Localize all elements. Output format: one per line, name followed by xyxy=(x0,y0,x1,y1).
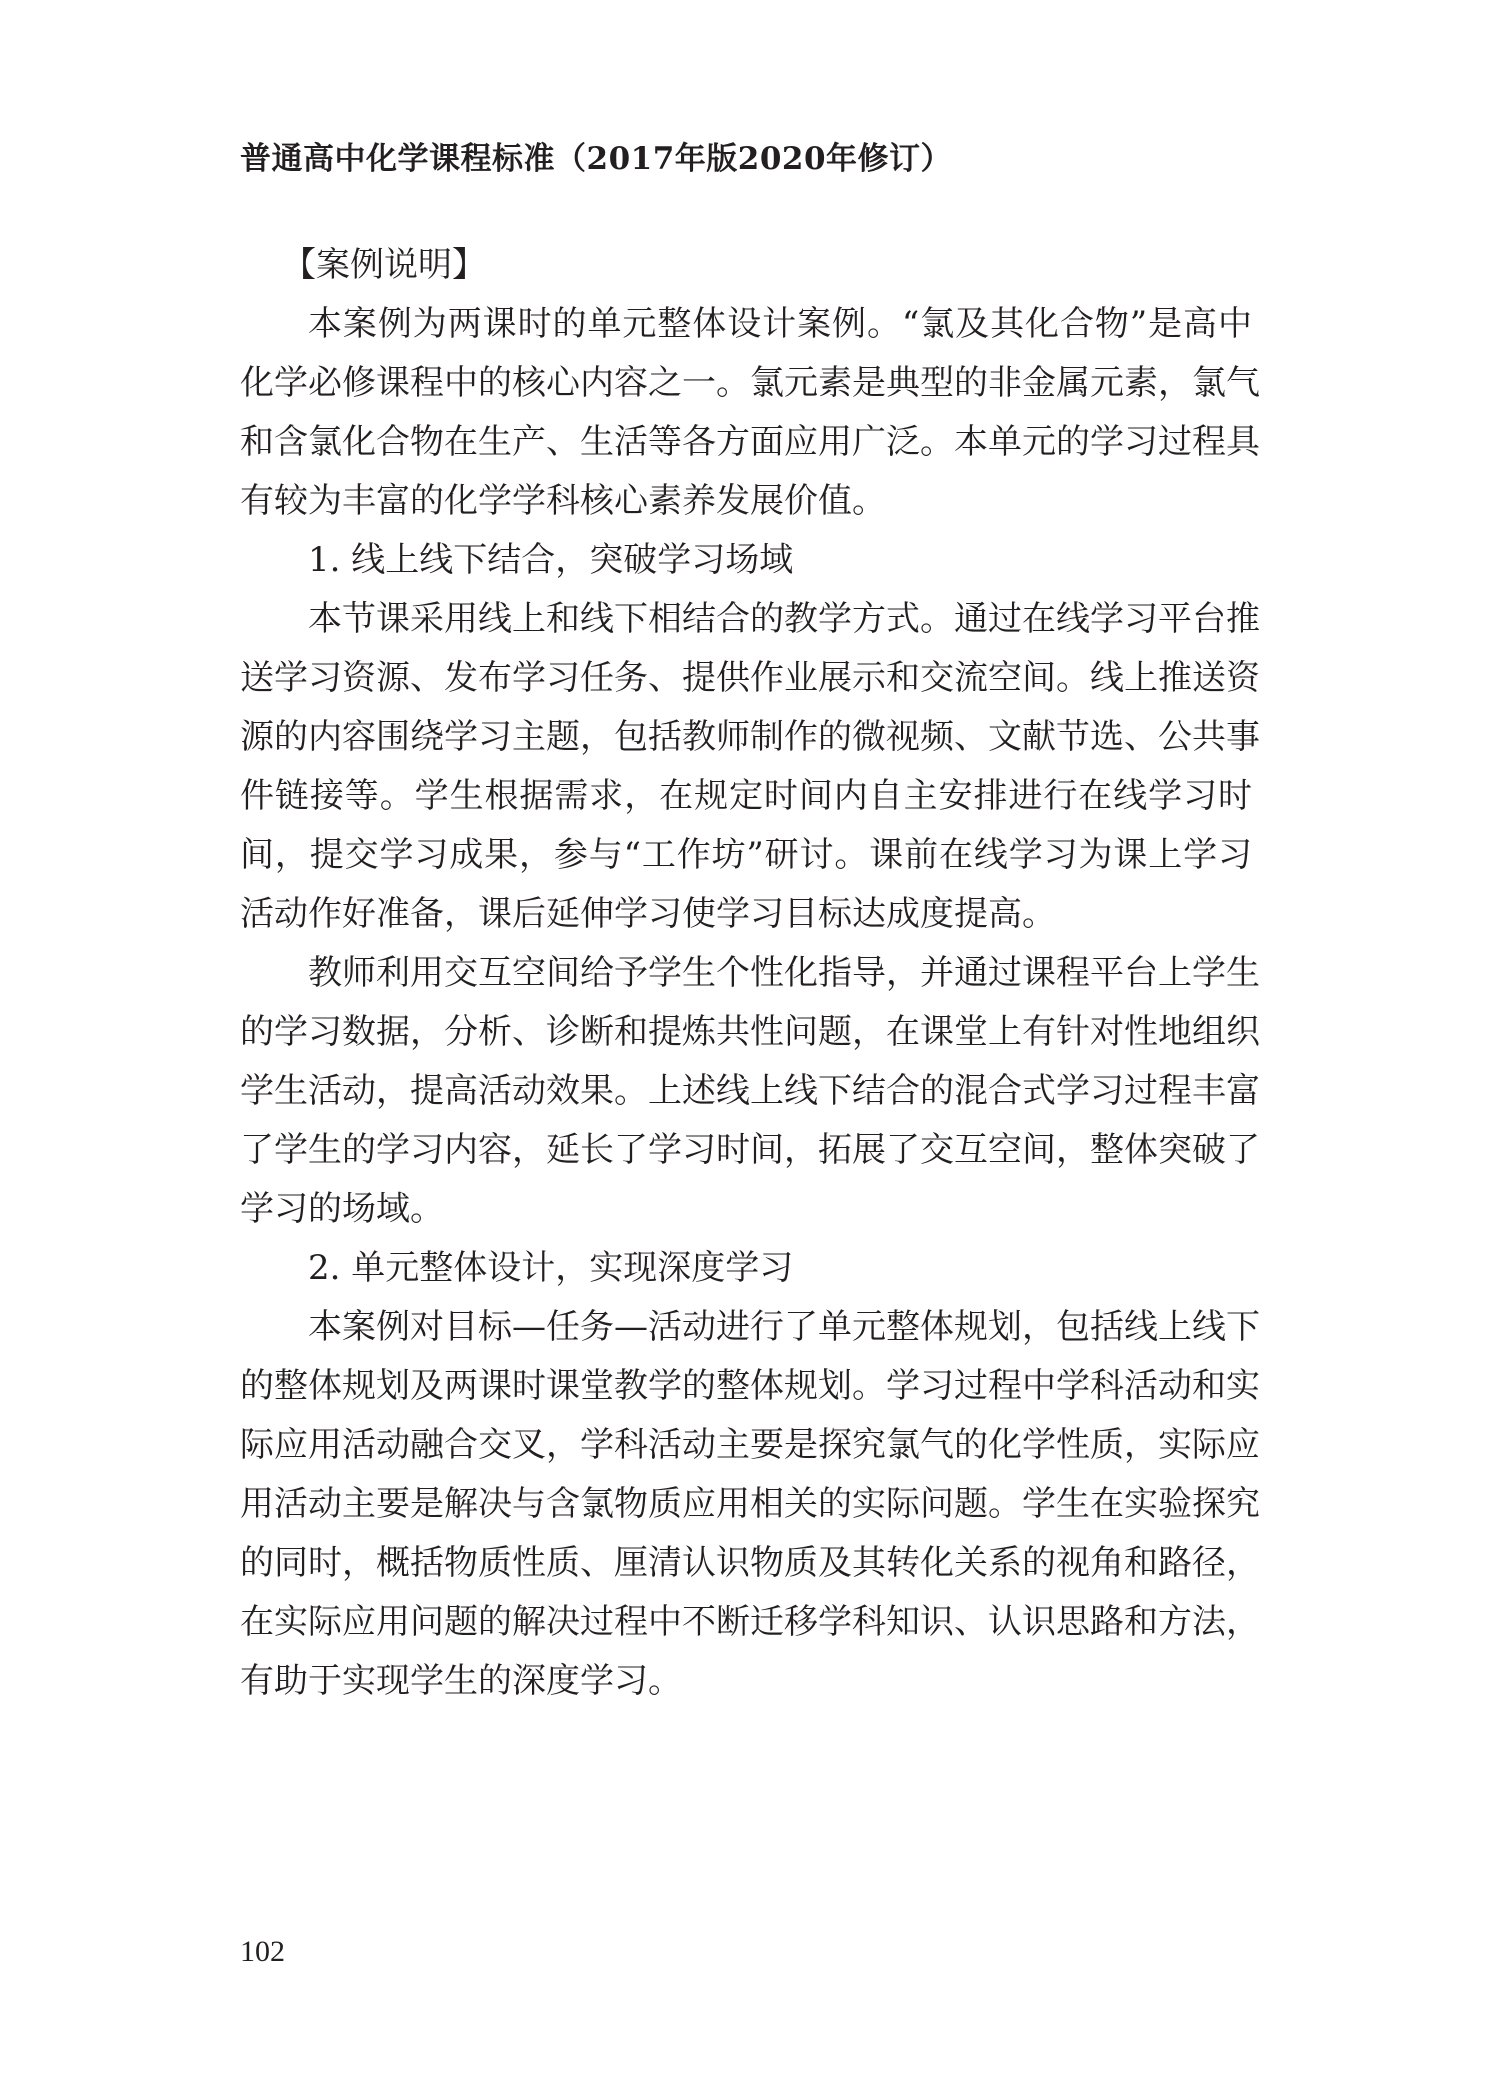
paragraph-line: 和含氯化合物在生产、生活等各方面应用广泛。本单元的学习过程具 xyxy=(240,422,1260,462)
paragraph-line: 用活动主要是解决与含氯物质应用相关的实际问题。学生在实验探究 xyxy=(240,1484,1260,1524)
paragraph-line: 的同时，概括物质性质、厘清认识物质及其转化关系的视角和路径， xyxy=(240,1543,1260,1583)
paragraph-line: 了学生的学习内容，延长了学习时间，拓展了交互空间，整体突破了 xyxy=(240,1130,1260,1170)
paragraph-line: 的学习数据，分析、诊断和提炼共性问题，在课堂上有针对性地组织 xyxy=(240,1012,1260,1052)
paragraph-line: 化学必修课程中的核心内容之一。氯元素是典型的非金属元素，氯气 xyxy=(240,363,1260,403)
paragraph-line: 本节课采用线上和线下相结合的教学方式。通过在线学习平台推 xyxy=(308,599,1260,639)
paragraph-line: 教师利用交互空间给予学生个性化指导，并通过课程平台上学生 xyxy=(308,953,1260,993)
subheading-2: 2. 单元整体设计，实现深度学习 xyxy=(308,1248,794,1288)
paragraph-line: 源的内容围绕学习主题，包括教师制作的微视频、文献节选、公共事 xyxy=(240,717,1260,757)
page-number: 102 xyxy=(240,1935,285,1968)
paragraph-line: 有较为丰富的化学学科核心素养发展价值。 xyxy=(240,481,886,521)
subheading-1: 1. 线上线下结合，突破学习场域 xyxy=(308,540,794,580)
page-body xyxy=(240,236,1260,1711)
paragraph-line: 有助于实现学生的深度学习。 xyxy=(240,1661,682,1701)
paragraph-line: 送学习资源、发布学习任务、提供作业展示和交流空间。线上推送资 xyxy=(240,658,1260,698)
paragraph-line: 际应用活动融合交叉，学科活动主要是探究氯气的化学性质，实际应 xyxy=(240,1425,1260,1465)
paragraph-line: 的整体规划及两课时课堂教学的整体规划。学习过程中学科活动和实 xyxy=(240,1366,1260,1406)
paragraph-line: 学生活动，提高活动效果。上述线上线下结合的混合式学习过程丰富 xyxy=(240,1071,1260,1111)
section-heading: 【案例说明】 xyxy=(282,245,486,285)
running-header-title: 普通高中化学课程标准（2017年版2020年修订） xyxy=(240,141,953,177)
paragraph-line: 本案例对目标—任务—活动进行了单元整体规划，包括线上线下 xyxy=(308,1307,1260,1347)
paragraph-line: 件链接等。学生根据需求，在规定时间内自主安排进行在线学习时 xyxy=(240,776,1252,816)
paragraph-line: 在实际应用问题的解决过程中不断迁移学科知识、认识思路和方法， xyxy=(240,1602,1260,1642)
paragraph-line: 活动作好准备，课后延伸学习使学习目标达成度提高。 xyxy=(240,894,1056,934)
paragraph-line: 间，提交学习成果，参与“工作坊”研讨。课前在线学习为课上学习 xyxy=(240,835,1252,875)
paragraph-line: 学习的场域。 xyxy=(240,1189,444,1229)
paragraph-line: 本案例为两课时的单元整体设计案例。“氯及其化合物”是高中 xyxy=(308,304,1252,344)
